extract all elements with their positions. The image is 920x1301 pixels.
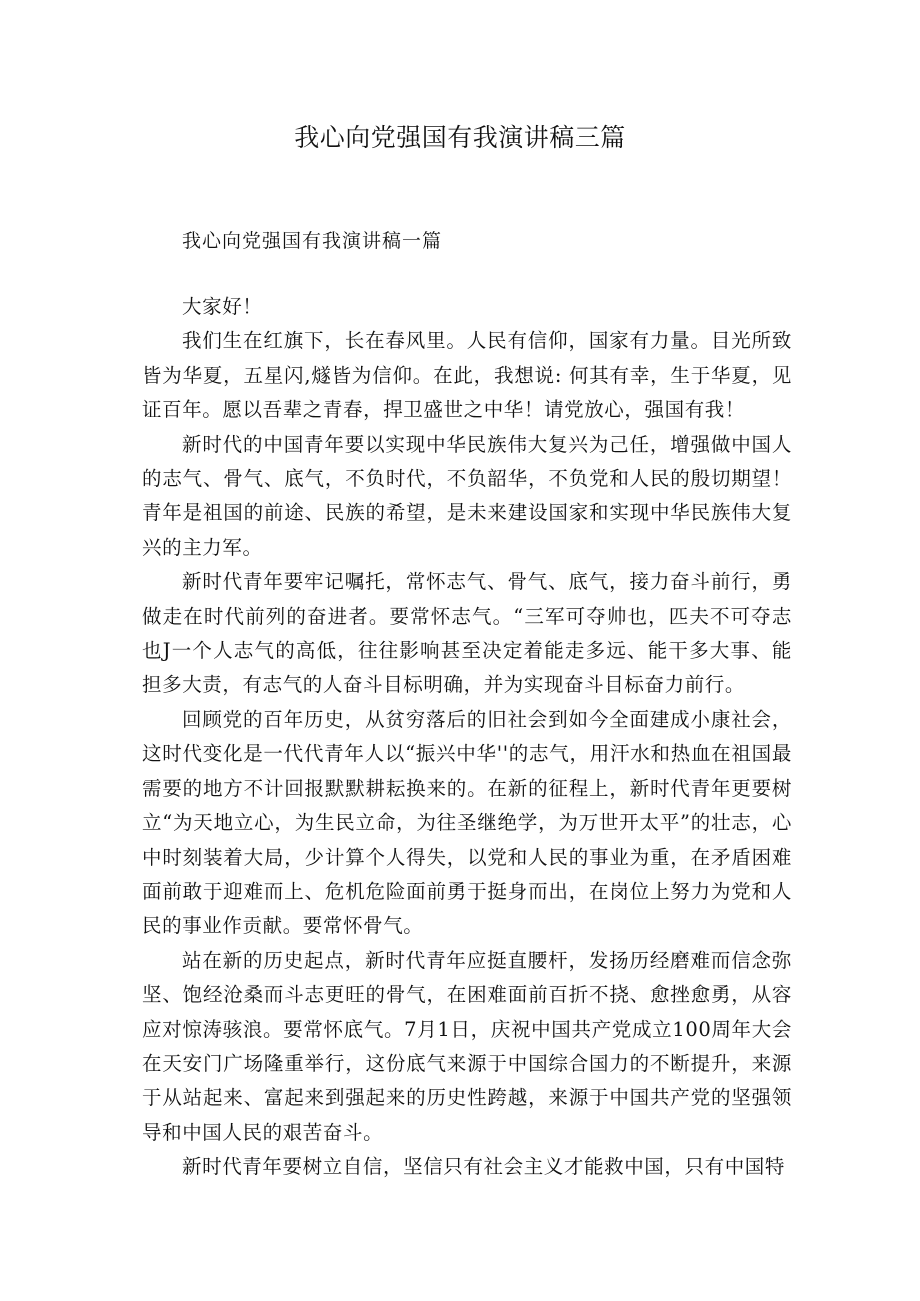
paragraph: 回顾党的百年历史，从贫穷落后的旧社会到如今全面建成小康社会，这时代变化是一代代青年人以“振兴中华''的志气，用汗水和热血在祖国最需要的地方不计回报默默耕耘换来的。在新的征程上，新时代青年更要树立“为天地立心，为生民立命，为往圣继绝学，为万世开太平”的壮志，心中时刻装着大局，少计算个人得失，以党和人民的事业为重，在矛盾困难面前敢于迎难而上、危机危险面前勇于挺身而出，在岗位上努力为党和人民的事业作贡献。要常怀骨气。 — [142, 707, 792, 938]
document-body — [142, 290, 792, 1185]
paragraph: 新时代青年要牢记嘱托，常怀志气、骨气、底气，接力奋斗前行，勇做走在时代前列的奋进者。要常怀志气。“三军可夺帅也，匹夫不可夺志也J一个人志气的高低，往往影响甚至决定着能走多远、能干多大事、能担多大责，有志气的人奋斗目标明确，并为实现奋斗目标奋力前行。 — [142, 570, 792, 697]
document-title: 我心向党强国有我演讲稿三篇 — [294, 123, 626, 152]
section-subtitle: 我心向党强国有我演讲稿一篇 — [182, 230, 443, 252]
paragraph: 站在新的历史起点，新时代青年应挺直腰杆，发扬历经磨难而信念弥坚、饱经沧桑而斗志更旺的骨气，在困难面前百折不挠、愈挫愈勇，从容应对惊涛骇浪。要常怀底气。7月1日，庆祝中国共产党成立100周年大会在天安门广场隆重举行，这份底气来源于中国综合国力的不断提升，来源于从站起来、富起来到强起来的历史性跨越，来源于中国共产党的坚强领导和中国人民的艰苦奋斗。 — [142, 948, 792, 1144]
paragraph: 新时代的中国青年要以实现中华民族伟大复兴为己任，增强做中国人的志气、骨气、底气，不负时代，不负韶华，不负党和人民的殷切期望！青年是祖国的前途、民族的希望，是未来建设国家和实现中华民族伟大复兴的主力军。 — [142, 432, 792, 559]
paragraph: 我们生在红旗下，长在春风里。人民有信仰，国家有力量。目光所致皆为华夏，五星闪,燧皆为信仰。在此，我想说: 何其有幸，生于华夏，见证百年。愿以吾辈之青春，捍卫盛世之中华！请党放心，强国有我！ — [142, 329, 792, 422]
paragraph: 新时代青年要树立自信，坚信只有社会主义才能救中国，只有中国特 — [182, 1155, 786, 1179]
paragraph-greeting: 大家好！ — [182, 295, 263, 318]
